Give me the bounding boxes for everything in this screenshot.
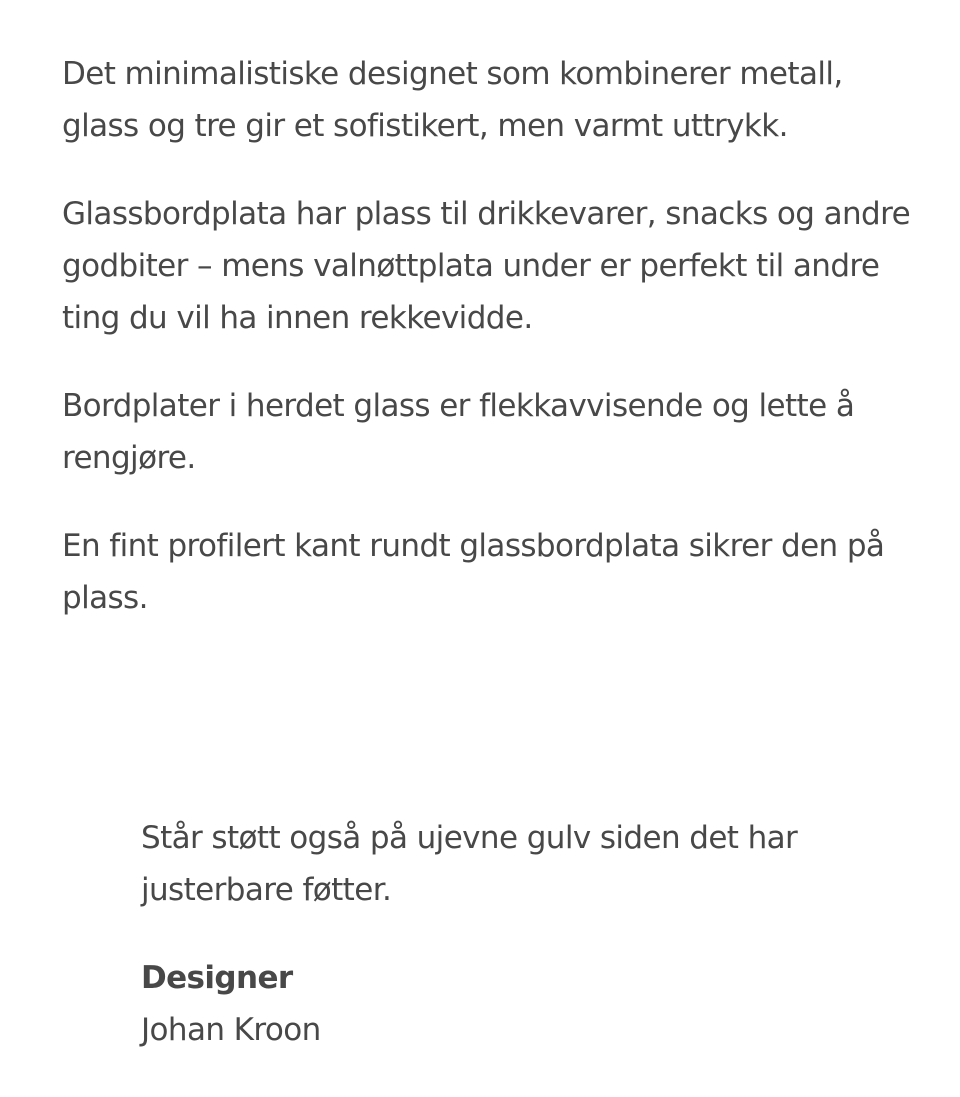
description-paragraph: Bordplater i herdet glass er flekkavvisende og lette å rengjøre. <box>62 388 855 476</box>
description-paragraph: En fint profilert kant rundt glassbordplata sikrer den på plass. <box>62 528 885 616</box>
description-paragraph: Det minimalistiske designet som kombinerer metall, glass og tre gir et sofistikert, men varmt uttrykk. <box>62 56 843 144</box>
designer-heading: Designer <box>141 960 293 996</box>
product-description <box>62 48 922 660</box>
adjustable-feet-note: Står støtt også på ujevne gulv siden det har justerbare føtter. <box>141 820 798 908</box>
designer-name: Johan Kroon <box>141 1012 321 1048</box>
product-details <box>141 812 901 1056</box>
description-paragraph: Glassbordplata har plass til drikkevarer, snacks og andre godbiter – mens valnøttplata under er perfekt til andre ting du vil ha innen rekkevidde. <box>62 196 911 336</box>
